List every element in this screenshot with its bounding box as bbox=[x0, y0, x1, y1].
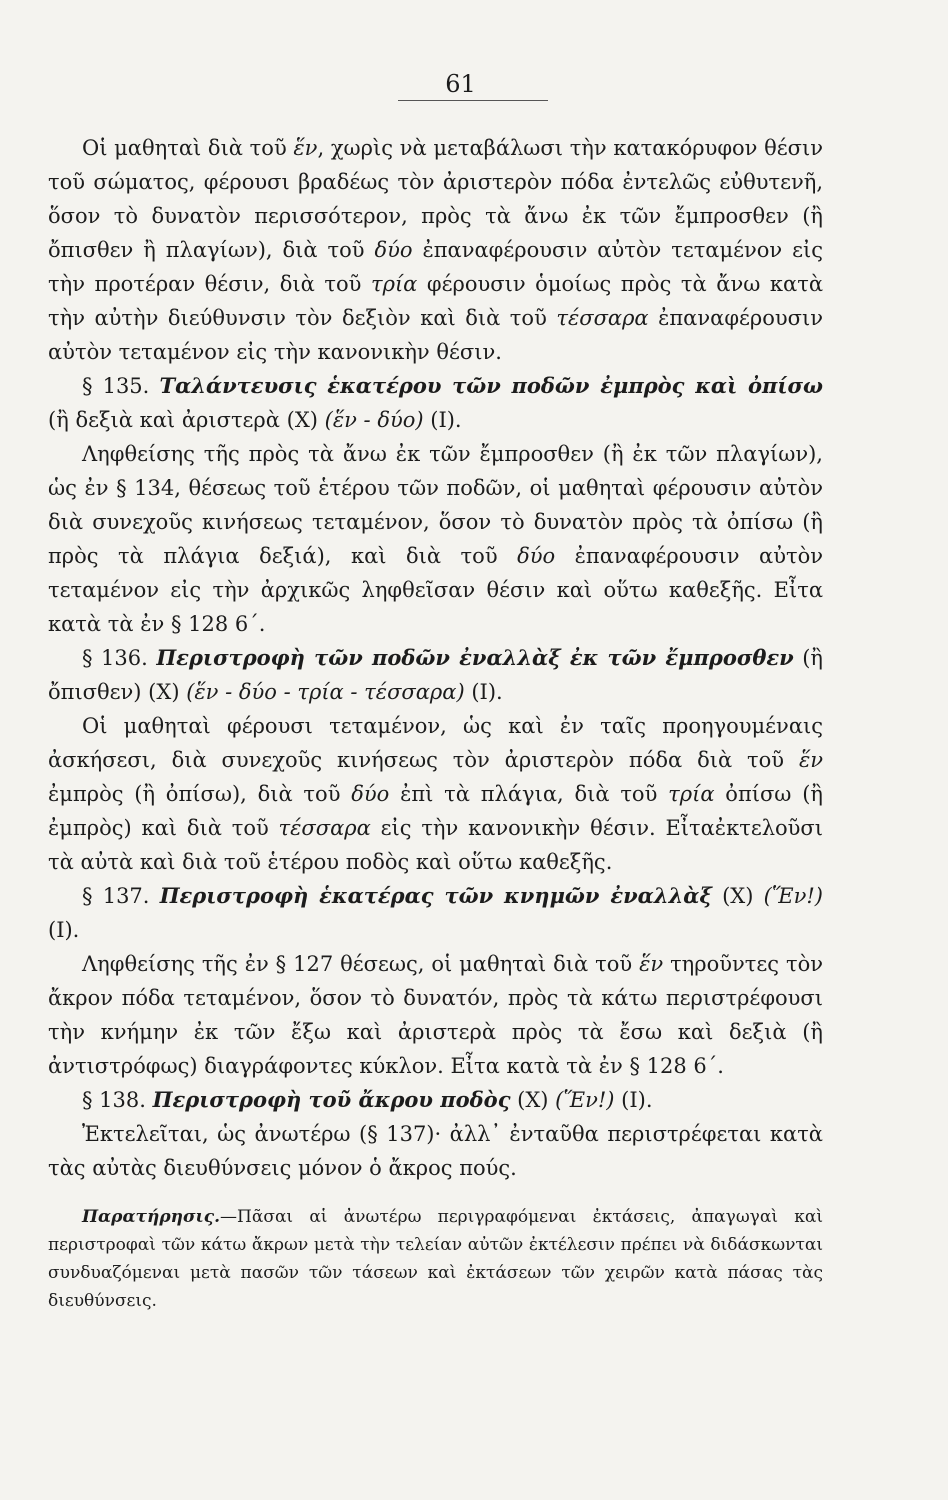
text-run: τηροῦντες τὸν ἄκρον πόδα τεταμένον, ὅσον τὸ δυνατόν, πρὸς τὰ κάτω περιστρέφουσι τὴν κνήμην ἐκ τῶν ἔξω καὶ ἀριστερὰ πρὸς τὰ ἔσω καὶ δεξιὰ (ἢ ἀντιστρόφως) διαγράφοντες κύκλον. Εἶτα κατὰ τὰ ἐν § 128 6΄. bbox=[48, 952, 824, 1078]
text-run: ἐπαναφέρουσιν αὐτὸν τεταμένον εἰς τὴν κανονικὴν θέσιν. bbox=[48, 306, 823, 364]
count-word: ἕν bbox=[293, 136, 318, 160]
text-run: Ληφθείσης τῆς πρὸς τὰ ἄνω ἐκ τῶν ἔμπροσθεν (ἢ ἐκ τῶν πλαγίων), ὡς ἐν § 134, θέσεως τοῦ ἑτέρου τῶν ποδῶν, οἱ μαθηταὶ φέρουσιν αὐτὸν διὰ συνεχοῦς κινήσεως τεταμένον, ὅσον τὸ δυνατὸν πρὸς τὰ ὀπίσω (ἢ πρὸς τὰ πλάγια δεξιά), καὶ διὰ τοῦ bbox=[48, 442, 823, 568]
text-run: Οἱ μαθηταὶ διὰ τοῦ bbox=[82, 136, 294, 160]
header-rule bbox=[398, 100, 548, 101]
text-run: (Ι). bbox=[614, 1088, 653, 1112]
text-run: (ἢ δεξιὰ καὶ ἀριστερὰ (Χ) bbox=[48, 408, 325, 432]
paragraph-intro bbox=[48, 131, 823, 369]
section-title: Περιστροφὴ τοῦ ἄκρου ποδὸς bbox=[152, 1087, 511, 1112]
section-title: Περιστροφὴ τῶν ποδῶν ἐναλλὰξ ἐκ τῶν ἔμπροσθεν bbox=[156, 645, 794, 670]
text-run: (Ι). bbox=[48, 918, 80, 942]
section-135-heading bbox=[48, 369, 823, 437]
section-138-heading bbox=[48, 1083, 823, 1117]
text-run: ἐπαναφέρουσιν αὐτὸν τεταμένον εἰς τὴν ἀρχικῶς ληφθεῖσαν θέσιν καὶ οὕτω καθεξῆς. Εἶτα κατὰ τὰ ἐν § 128 6΄. bbox=[48, 544, 823, 636]
count-words: (Ἕν!) bbox=[555, 1088, 615, 1112]
text-run: Οἱ μαθηταὶ φέρουσι τεταμένον, ὡς καὶ ἐν ταῖς προηγουμέναις ἀσκήσεσι, διὰ συνεχοῦς κινήσεως τὸν ἀριστερὸν πόδα διὰ τοῦ bbox=[48, 714, 823, 772]
count-word: τρία bbox=[370, 272, 418, 296]
section-136-heading bbox=[48, 641, 823, 709]
paragraph-135 bbox=[48, 437, 823, 641]
count-words: (ἕν - δύο) bbox=[324, 408, 424, 432]
paragraph-136 bbox=[48, 709, 823, 879]
count-word: δύο bbox=[517, 544, 556, 568]
text-run: ἐμπρὸς (ἢ ὀπίσω), διὰ τοῦ bbox=[48, 782, 352, 806]
text-run: (Χ) bbox=[510, 1088, 556, 1112]
text-run: , χωρὶς νὰ μεταβάλωσι τὴν κατακόρυφον θέσιν τοῦ σώματος, φέρουσι βραδέως τὸν ἀριστερὸν πόδα ἐντελῶς εὐθυτενῆ, ὅσον τὸ δυνατὸν περισσότερον, πρὸς τὰ ἄνω ἐκ τῶν ἔμπροσθεν (ἢ ὄπισθεν ἢ πλαγίων), διὰ τοῦ bbox=[48, 136, 824, 262]
section-number: § 135. bbox=[82, 374, 150, 398]
count-word: δύο bbox=[351, 782, 390, 806]
count-words: (ἕν - δύο - τρία - τέσσαρα) bbox=[186, 680, 465, 704]
page-number: 61 bbox=[445, 70, 476, 98]
section-title: Περιστροφὴ ἑκατέρας τῶν κνημῶν ἐναλλὰξ bbox=[159, 883, 712, 908]
remark-note bbox=[48, 1203, 823, 1315]
text-run: φέρουσιν ὁμοίως πρὸς τὰ ἄνω κατὰ τὴν αὐτὴν διεύθυνσιν τὸν δεξιὸν καὶ διὰ τοῦ bbox=[48, 272, 823, 330]
note-label: Παρατήρησις. bbox=[82, 1207, 221, 1227]
count-word: τέσσαρα bbox=[278, 816, 371, 840]
section-number: § 136. bbox=[82, 646, 148, 670]
count-word: τέσσαρα bbox=[556, 306, 649, 330]
text-run: εἰς τὴν κανονικὴν θέσιν. Εἶταἐκτελοῦσι τὰ αὐτὰ καὶ διὰ τοῦ ἑτέρου ποδὸς καὶ οὕτω καθεξῆς. bbox=[48, 816, 823, 874]
text-run: (Ι). bbox=[464, 680, 503, 704]
text-run: ἐπὶ τὰ πλάγια, διὰ τοῦ bbox=[389, 782, 669, 806]
count-word: ἕν bbox=[639, 952, 664, 976]
paragraph-138: Ἐκτελεῖται, ὡς ἀνωτέρω (§ 137)· ἀλλ᾽ ἐνταῦθα περιστρέφεται κατὰ τὰς αὐτὰς διευθύνσεις μόνον ὁ ἄκρος πούς. bbox=[48, 1122, 823, 1180]
paragraph-137 bbox=[48, 947, 823, 1083]
count-words: (Ἕν!) bbox=[763, 884, 823, 908]
section-number: § 137. bbox=[82, 884, 150, 908]
count-word: ἕν bbox=[798, 748, 823, 772]
section-137-heading bbox=[48, 879, 823, 947]
text-run: (Χ) bbox=[711, 884, 764, 908]
book-page bbox=[48, 70, 823, 1315]
text-run: Ληφθείσης τῆς ἐν § 127 θέσεως, οἱ μαθηταὶ διὰ τοῦ bbox=[82, 952, 640, 976]
text-run: (Ι). bbox=[423, 408, 462, 432]
text-run: ὀπίσω (ἢ ἐμπρὸς) καὶ διὰ τοῦ bbox=[48, 782, 823, 840]
text-run: (ἢ ὄπισθεν) (Χ) bbox=[48, 646, 824, 704]
count-word: δύο bbox=[374, 238, 413, 262]
section-number: § 138. bbox=[82, 1088, 146, 1112]
note-text: —Πᾶσαι αἱ ἀνωτέρω περιγραφόμεναι ἐκτάσεις, ἀπαγωγαὶ καὶ περιστροφαὶ τῶν κάτω ἄκρων μετὰ τὴν τελείαν αὐτῶν ἐκτέλεσιν πρέπει νὰ διδάσκωνται συνδυαζόμεναι μετὰ πασῶν τῶν τάσεων καὶ ἐκτάσεων τῶν χειρῶν κατὰ πάσας τὰς διευθύνσεις. bbox=[48, 1207, 823, 1311]
count-word: τρία bbox=[668, 782, 715, 806]
section-title: Ταλάντευσις ἑκατέρου τῶν ποδῶν ἐμπρὸς καὶ ὀπίσω bbox=[159, 373, 823, 398]
text-run: ἐπαναφέρουσιν αὐτὸν τεταμένον εἰς τὴν προτέραν θέσιν, διὰ τοῦ bbox=[48, 238, 824, 296]
